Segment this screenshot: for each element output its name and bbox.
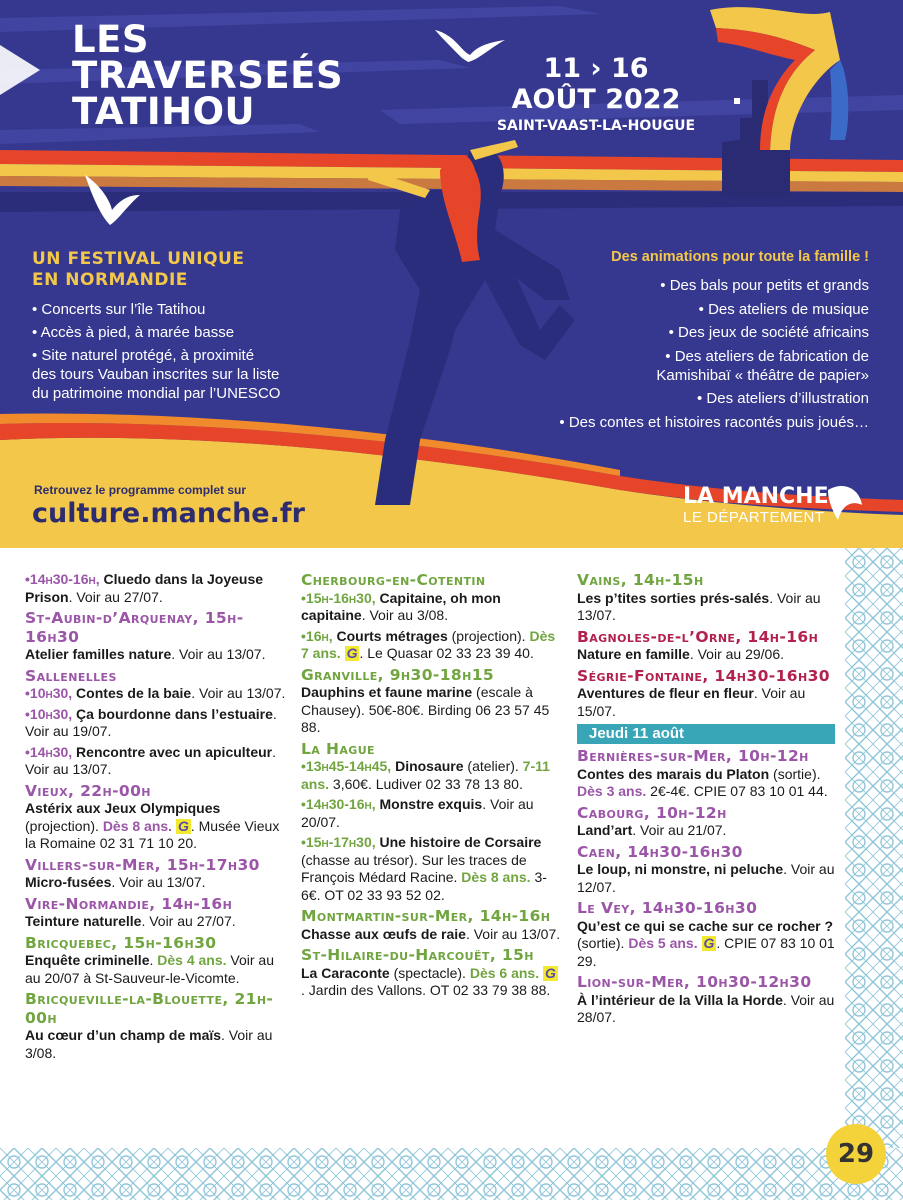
event-entry xyxy=(25,874,287,892)
place-heading: Cabourg, 10h-12h xyxy=(577,803,727,822)
free-badge: G xyxy=(545,964,556,981)
place-heading: St-Aubin-d’Arquenay, 15h-16h30 xyxy=(25,609,244,646)
event-details: (projection). xyxy=(25,817,103,834)
program-note: Retrouvez le programme complet sur xyxy=(34,483,247,497)
event-entry xyxy=(25,913,287,931)
event-details: 3,60€. Ludiver 02 33 78 13 80. xyxy=(329,775,523,792)
event-details: (projection). xyxy=(447,627,530,644)
place-heading: Montmartin-sur-Mer, 14h-16h xyxy=(301,907,551,925)
event-time: •14h30-16h, xyxy=(301,796,376,812)
place-heading: Granville, 9h30-18h15 xyxy=(301,665,495,684)
event-entry xyxy=(577,646,835,664)
event-entry xyxy=(577,685,835,720)
place-heading: St-Hilaire-du-Harcouët, 15h xyxy=(301,946,534,964)
event-title: Atelier familles nature xyxy=(25,646,172,662)
free-badge: G xyxy=(177,817,189,834)
event-details: . Voir au 15/07. xyxy=(577,685,806,719)
event-age: Dès 3 ans. xyxy=(577,783,647,799)
poster-location: SAINT-VAAST-LA-HOUGUE xyxy=(496,118,696,134)
event-details: . Voir au 3/08. xyxy=(361,607,449,623)
right-activity: • Des ateliers de fabrication de xyxy=(665,347,869,365)
event-details: . Jardin des Vallons. OT 02 33 79 38 88. xyxy=(301,982,551,998)
place-heading: Lion-sur-Mer, 10h30-12h30 xyxy=(577,973,812,991)
poster-dates xyxy=(478,54,714,136)
event-details: . Voir au 27/07. xyxy=(68,588,163,605)
event-entry xyxy=(301,758,561,793)
event-title: Aventures de fleur en fleur xyxy=(577,685,754,701)
event-details: . Voir au 28/07. xyxy=(577,991,835,1025)
place-heading: Bricqueville-la-Blouette, 21h-00h xyxy=(25,990,274,1027)
event-details: . Voir au 13/07. xyxy=(111,874,206,890)
agenda-column-1 xyxy=(25,571,287,1065)
event-details: . Voir au 20/07. xyxy=(301,796,534,830)
free-badge: G xyxy=(346,645,358,661)
event-time: •15h-16h30, xyxy=(301,589,376,606)
event-title: Une histoire de Corsaire xyxy=(375,834,542,850)
place-heading: Le Vey, 14h30-16h30 xyxy=(577,899,758,917)
event-age: 7-11 ans. xyxy=(301,758,550,792)
free-badge: G xyxy=(703,935,715,951)
event-details: 3-6€. OT 02 33 93 52 02. xyxy=(301,869,547,903)
event-title: Le loup, ni monstre, ni peluche xyxy=(577,861,784,877)
agenda-listing xyxy=(0,548,845,1148)
day-header: Jeudi 11 août xyxy=(577,724,835,744)
event-entry xyxy=(25,952,287,987)
event-entry xyxy=(25,800,287,853)
event-details: . Voir au 13/07. xyxy=(577,589,821,623)
poster-title-line-2: TRAVERSEÉS xyxy=(72,54,344,97)
la-manche-logo xyxy=(683,486,829,528)
event-title: Cluedo dans la Joyeuse Prison xyxy=(25,571,264,605)
event-details: 2€-4€. CPIE 07 83 10 01 44. xyxy=(646,783,828,799)
event-title: Dinosaure xyxy=(391,758,464,774)
poster-right-block xyxy=(449,247,869,436)
event-title: Nature en famille xyxy=(577,646,690,662)
poster-left-block xyxy=(32,249,280,407)
event-details: (sortie). xyxy=(577,935,629,951)
event-title: Contes de la baie xyxy=(72,685,192,701)
event-title: Micro-fusées xyxy=(25,874,112,890)
event-title: Dauphins et faune marine xyxy=(301,684,473,700)
poster-dates-month: AOÛT 2022 xyxy=(511,84,681,115)
place-heading: Bernières-sur-Mer, 10h-12h xyxy=(577,747,809,765)
place-heading: Vieux, 22h-00h xyxy=(25,781,151,800)
event-time: •16h, xyxy=(301,627,333,644)
event-title: Les p’tites sorties prés-salés xyxy=(577,589,770,606)
event-entry xyxy=(301,834,561,904)
event-age: Dès 8 ans. xyxy=(102,817,173,834)
event-age: Dès 7 ans. xyxy=(301,627,556,661)
festival-poster xyxy=(0,0,903,548)
place-heading: La Hague xyxy=(301,739,375,758)
event-title: Land’art xyxy=(577,822,633,838)
event-title: Courts métrages xyxy=(332,627,448,644)
poster-dates-days: 11 › 16 xyxy=(543,53,649,84)
event-title: Rencontre avec un apiculteur xyxy=(72,743,273,760)
event-details: . Musée Vieux la Romaine 02 31 71 10 20. xyxy=(25,817,280,851)
event-details: . Voir au 12/07. xyxy=(577,861,835,895)
left-feature: des tours Vauban inscrites sur la liste xyxy=(32,366,280,383)
event-entry xyxy=(25,646,287,664)
right-activity: • Des contes et histoires racontés puis joués… xyxy=(559,413,869,431)
event-title: La Caraconte xyxy=(301,964,390,981)
event-details: . Voir au 13/07. xyxy=(191,685,286,701)
right-activity: Kamishibaï « théâtre de papier» xyxy=(656,366,869,384)
event-entry xyxy=(25,744,287,779)
event-entry xyxy=(301,965,561,1000)
event-entry xyxy=(577,822,835,840)
program-url[interactable]: culture.manche.fr xyxy=(32,498,305,529)
right-heading: Des animations pour toute la famille ! xyxy=(611,249,869,265)
event-title: Teinture naturelle xyxy=(25,913,142,929)
event-entry xyxy=(577,992,835,1027)
page-number: 29 xyxy=(826,1124,886,1184)
event-details: . Voir au 13/07. xyxy=(25,743,277,777)
event-title: Enquête criminelle xyxy=(25,952,150,968)
event-entry xyxy=(25,1027,287,1062)
event-title: À l’intérieur de la Villa la Horde xyxy=(577,991,783,1008)
agenda-column-3 xyxy=(577,571,835,1030)
event-time: •14h30-16h, xyxy=(25,571,100,587)
event-age: Dès 4 ans. xyxy=(157,952,227,968)
event-time: •13h45-14h45, xyxy=(301,758,392,774)
event-entry xyxy=(577,918,835,971)
event-entry xyxy=(301,684,561,737)
logo-line-1: LA MANCHE xyxy=(683,484,829,509)
event-details: (atelier). xyxy=(463,758,523,774)
event-entry xyxy=(301,926,561,944)
event-details: . Voir au 21/07. xyxy=(632,822,727,838)
place-heading: Bricquebec, 15h-16h30 xyxy=(25,933,217,952)
place-heading: Caen, 14h30-16h30 xyxy=(577,842,743,861)
event-details: . Voir au 27/07. xyxy=(141,913,236,929)
left-feature: du patrimoine mondial par l’UNESCO xyxy=(32,385,281,402)
place-heading: Ségrie-Fontaine, 14h30-16h30 xyxy=(577,666,830,685)
event-details: . Voir au 29/06. xyxy=(689,646,785,662)
place-heading: Vire-Normandie, 14h-16h xyxy=(25,894,233,913)
event-details: Voir au au 20/07 à St-Sauveur-le-Vicomte. xyxy=(25,952,275,986)
right-activities-list xyxy=(449,276,869,432)
right-activity: • Des bals pour petits et grands xyxy=(660,277,869,294)
event-title: Astérix aux Jeux Olympiques xyxy=(25,800,221,816)
decorative-pattern-bottom xyxy=(0,1148,903,1200)
place-heading: Villers-sur-Mer, 15h-17h30 xyxy=(25,855,260,874)
left-heading-2: EN NORMANDIE xyxy=(32,270,188,290)
event-age: Dès 5 ans. xyxy=(628,935,698,951)
place-heading: Vains, 14h-15h xyxy=(577,571,704,589)
event-details: (chasse au trésor). Sur les traces de François Médard Racine. xyxy=(301,851,527,885)
right-activity: • Des ateliers de musique xyxy=(698,300,869,318)
event-entry xyxy=(301,796,561,831)
event-age: Dès 8 ans. xyxy=(461,869,531,885)
event-details: . Voir au 3/08. xyxy=(25,1027,273,1061)
event-title: Contes des marais du Platon xyxy=(577,765,770,782)
poster-title-line-1: LES xyxy=(72,18,149,61)
event-details: . CPIE 07 83 10 01 29. xyxy=(577,935,835,969)
decorative-pattern-right xyxy=(845,548,903,1200)
event-entry xyxy=(577,590,835,625)
event-details: . Voir au 13/07. xyxy=(171,646,266,662)
event-details: . Voir au 19/07. xyxy=(25,705,277,739)
event-details: . Voir au 13/07. xyxy=(465,925,561,942)
event-entry xyxy=(25,706,287,741)
event-title: Qu’est ce qui se cache sur ce rocher ? xyxy=(577,917,833,934)
event-title: Chasse aux œufs de raie xyxy=(301,925,466,942)
event-entry xyxy=(301,628,561,663)
event-title: Monstre exquis xyxy=(375,796,483,812)
event-title: Ça bourdonne dans l’estuaire xyxy=(72,705,273,722)
left-heading-1: UN FESTIVAL UNIQUE xyxy=(32,249,245,269)
right-activity: • Des ateliers d’illustration xyxy=(697,390,869,407)
event-details: (sortie). xyxy=(769,765,821,782)
event-details: . xyxy=(149,952,158,968)
event-entry xyxy=(25,571,287,606)
event-details: (escale à Chausey). 50€-80€. Birding 06 23 57 45 88. xyxy=(301,684,550,735)
poster-title-line-3: TATIHOU xyxy=(72,90,256,133)
place-heading: Sallenelles xyxy=(25,666,117,685)
event-entry xyxy=(25,685,287,703)
event-age: Dès 6 ans. xyxy=(469,964,540,981)
left-feature: • Site naturel protégé, à proximité xyxy=(32,347,255,364)
event-details: . Le Quasar 02 33 23 39 40. xyxy=(359,645,534,661)
event-details: (spectacle). xyxy=(389,964,470,981)
event-time: •10h30, xyxy=(25,705,73,722)
event-entry xyxy=(301,590,561,625)
poster-title xyxy=(72,18,344,133)
event-time: •15h-17h30, xyxy=(301,834,376,850)
event-entry xyxy=(577,766,835,801)
right-activity: • Des jeux de société africains xyxy=(668,324,869,341)
left-features-list xyxy=(32,300,280,403)
event-title: Au cœur d’un champ de maïs xyxy=(25,1027,222,1043)
left-feature: • Concerts sur l’île Tatihou xyxy=(32,301,206,318)
logo-line-2: LE DÉPARTEMENT xyxy=(683,509,825,526)
event-time: •10h30, xyxy=(25,685,73,701)
left-feature: • Accès à pied, à marée basse xyxy=(32,324,235,341)
event-time: •14h30, xyxy=(25,743,73,760)
event-entry xyxy=(577,861,835,896)
place-heading: Cherbourg-en-Cotentin xyxy=(301,571,486,589)
event-title: Capitaine, oh mon capitaine xyxy=(301,589,501,623)
agenda-column-2 xyxy=(301,571,561,1003)
place-heading: Bagnoles-de-l’Orne, 14h-16h xyxy=(577,627,819,646)
